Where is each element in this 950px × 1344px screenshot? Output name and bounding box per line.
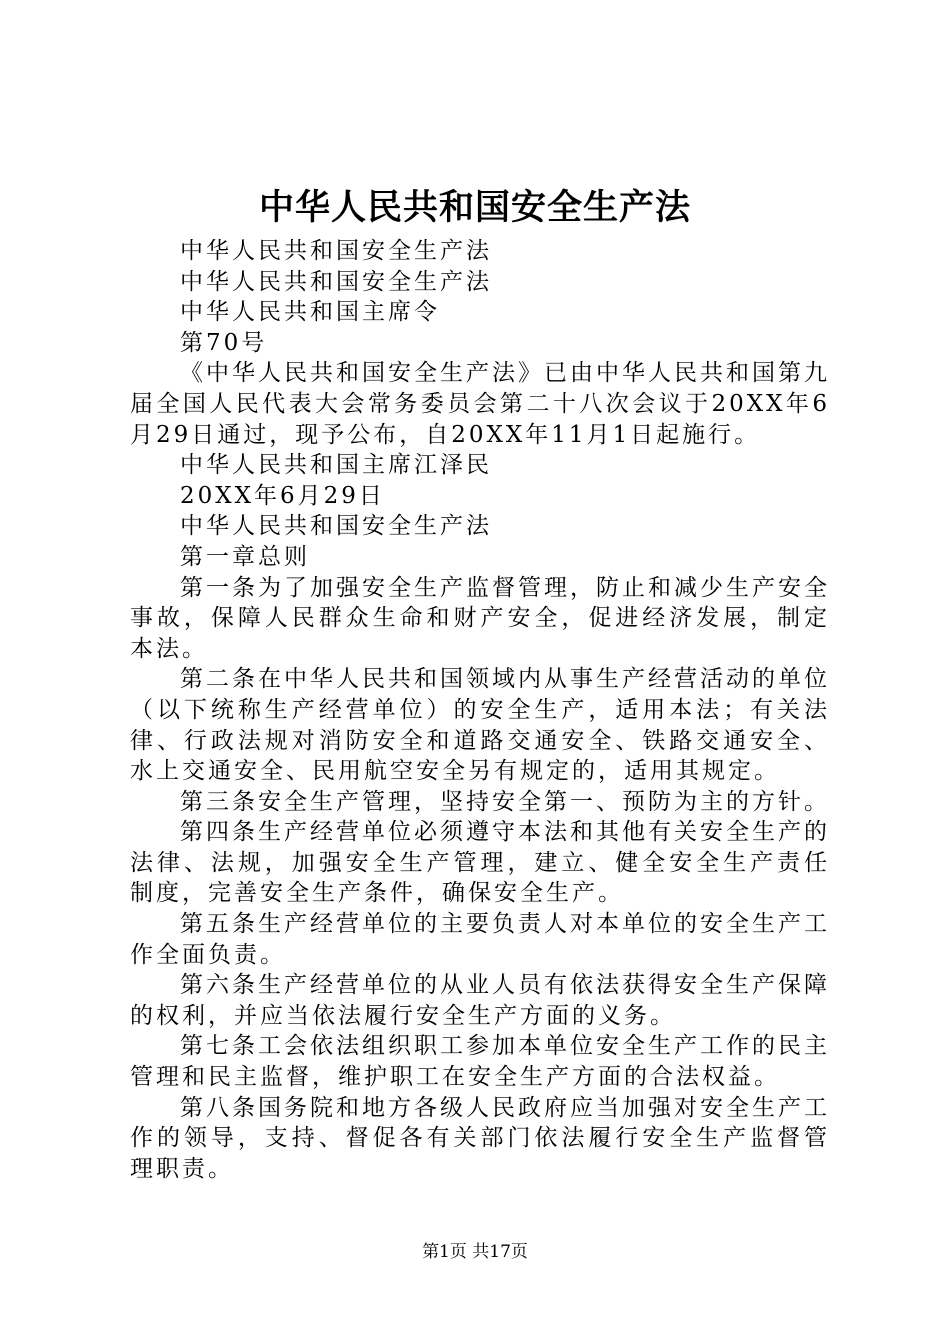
paragraph-article-3: 第三条安全生产管理，坚持安全第一、预防为主的方针。: [180, 788, 830, 815]
paragraph-article-4: 第四条生产经营单位必须遵守本法和其他有关安全生产的法律、法规，加强安全生产管理，建立、健全安全生产责任制度，完善安全生产条件，确保安全生产。: [130, 819, 830, 907]
paragraph-heading-1: 中华人民共和国安全生产法: [180, 238, 492, 264]
document-title: 中华人民共和国安全生产法: [258, 187, 691, 228]
document-body: [130, 236, 830, 1184]
paragraph-chapter-heading: 第一章总则: [180, 543, 310, 570]
paragraph-article-8: 第八条国务院和地方各级人民政府应当加强对安全生产工作的领导，支持、督促各有关部门依法履行安全生产监督管理职责。: [130, 1094, 830, 1182]
paragraph-announcement: 《中华人民共和国安全生产法》已由中华人民共和国第九届全国人民代表大会常务委员会第二十八次会议于20XX年6月29日通过，现予公布，自20XX年11月1日起施行。: [130, 360, 830, 448]
paragraph-decree-title: 中华人民共和国主席令: [180, 299, 440, 326]
paragraph-decree-number: 第70号: [180, 329, 268, 356]
paragraph-heading-2: 中华人民共和国安全生产法: [180, 268, 492, 295]
paragraph-article-2: 第二条在中华人民共和国领域内从事生产经营活动的单位（以下统称生产经营单位）的安全生产，适用本法；有关法律、行政法规对消防安全和道路交通安全、铁路交通安全、水上交通安全、民用航空安全另有规定的，适用其规定。: [130, 666, 830, 785]
paragraph-date: 20XX年6月29日: [180, 482, 385, 509]
paragraph-article-7: 第七条工会依法组织职工参加本单位安全生产工作的民主管理和民主监督，维护职工在安全生产方面的合法权益。: [130, 1033, 830, 1091]
paragraph-law-title: 中华人民共和国安全生产法: [180, 513, 492, 540]
page-footer: 第1页 共17页: [422, 1242, 528, 1262]
paragraph-signatory: 中华人民共和国主席江泽民: [180, 452, 492, 479]
paragraph-article-1: 第一条为了加强安全生产监督管理，防止和减少生产安全事故，保障人民群众生命和财产安全，促进经济发展，制定本法。: [130, 574, 830, 662]
paragraph-article-5: 第五条生产经营单位的主要负责人对本单位的安全生产工作全面负责。: [130, 911, 830, 968]
paragraph-article-6: 第六条生产经营单位的从业人员有依法获得安全生产保障的权利，并应当依法履行安全生产方面的义务。: [130, 972, 830, 1029]
